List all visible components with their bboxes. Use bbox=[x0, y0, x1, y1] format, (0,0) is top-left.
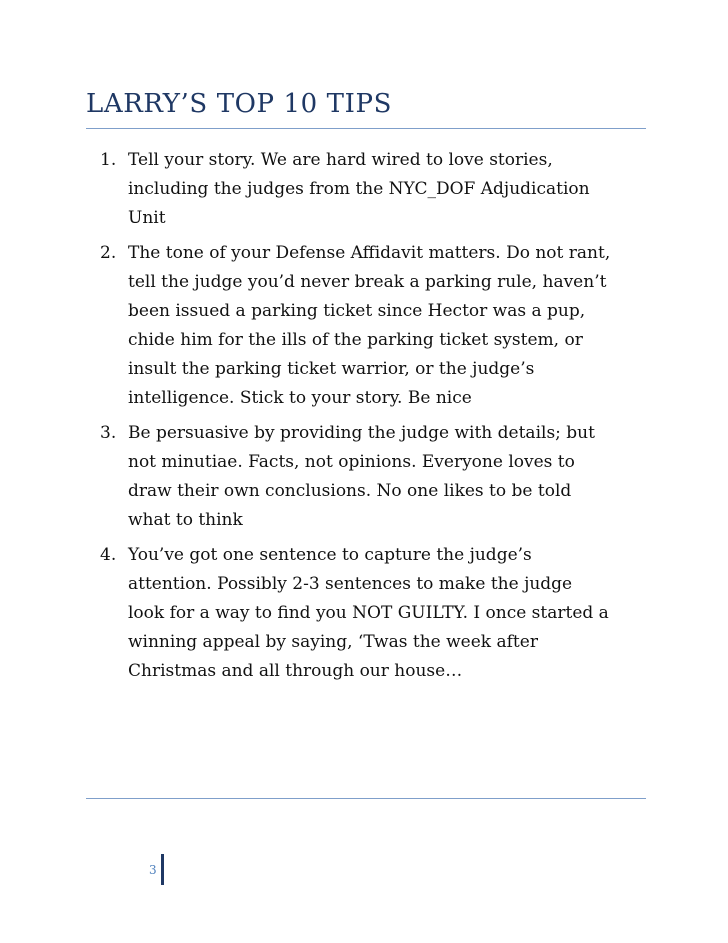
document-title: LARRY’S TOP 10 TIPS bbox=[86, 89, 392, 119]
tip-item-2 bbox=[100, 239, 660, 413]
page-number-bar bbox=[161, 854, 164, 885]
tip-text: Tell your story. We are hard wired to love stories, including the judges from the NYC_DOF Adjudication Unit bbox=[128, 150, 590, 228]
tips-list bbox=[100, 146, 660, 692]
tip-number: 1. bbox=[100, 150, 117, 170]
tip-text: You’ve got one sentence to capture the judge’s attention. Possibly 2-3 sentences to make the judge look for a way to find you NOT GUILTY. I once started a winning appeal by saying, ‘Twas the week after Christmas and all through our house… bbox=[128, 545, 609, 681]
tip-text: Be persuasive by providing the judge with details; but not minutiae. Facts, not opinions. Everyone loves to draw their own conclusions. No one likes to be told what to think bbox=[128, 423, 595, 530]
tip-item-4 bbox=[100, 541, 660, 686]
tip-text: The tone of your Defense Affidavit matters. Do not rant, tell the judge you’d never break a parking rule, haven’t been issued a parking ticket since Hector was a pup, chide him for the ills of the parking ticket system, or insult the parking ticket warrior, or the judge’s intelligence. Stick to your story. Be nice bbox=[128, 243, 611, 408]
tip-number: 4. bbox=[100, 545, 117, 565]
footer-divider bbox=[86, 798, 646, 799]
tip-item-3 bbox=[100, 419, 660, 535]
title-underline bbox=[86, 128, 646, 129]
page-number: 3 bbox=[149, 863, 157, 877]
tip-number: 2. bbox=[100, 243, 117, 263]
tip-item-1 bbox=[100, 146, 660, 233]
tip-number: 3. bbox=[100, 423, 117, 443]
